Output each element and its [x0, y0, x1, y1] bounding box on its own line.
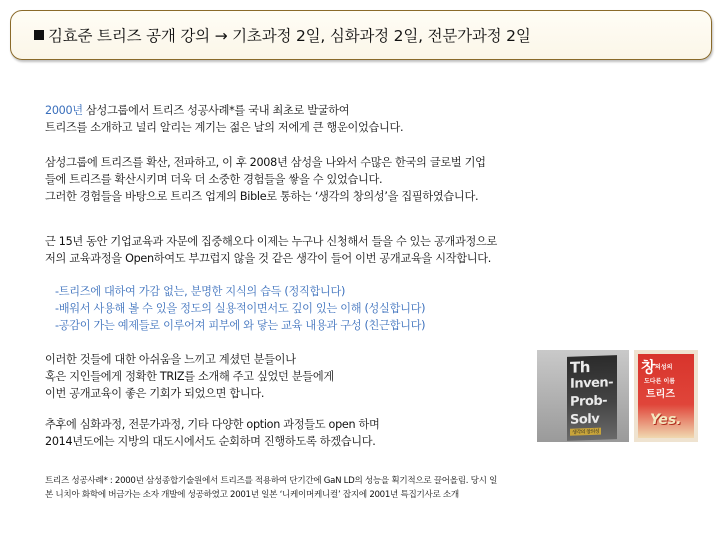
- title-box: [10, 10, 712, 60]
- book2-title-line-2: 도다른 이름: [644, 378, 676, 385]
- book2-title-line-1: 의성의: [655, 364, 673, 371]
- bullet-sincere: -배워서 사용해 볼 수 있을 정도의 실용적이면서도 깊이 있는 이해 (성실합니다): [55, 302, 426, 315]
- bullet-honest: -트리즈에 대하여 가감 없는, 분명한 지식의 습득 (정직합니다): [55, 285, 346, 298]
- book2-title-line-3: 트리즈: [646, 389, 675, 400]
- para3-line-1: 근 15년 동안 기업교육과 자문에 집중해오다 이제는 누구나 신청해서 들을 수 있는 공개과정으로: [45, 235, 497, 248]
- footnote-line-1: 트리즈 성공사례* : 2000년 삼성종합기술원에서 트리즈를 적용하여 단기간에 GaN LD의 성능을 획기적으로 끌어올림. 당시 일: [45, 476, 498, 486]
- book-photo-inventive: [537, 350, 629, 442]
- book-cover-line-1: Th: [570, 358, 590, 377]
- footnote-line-2: 본 니치아 화학에 버금가는 소자 개발에 성공하였고 2001년 일본 ‘니케이머케니컬’ 잡지에 2001년 특집기사로 소개: [45, 490, 459, 500]
- book-cover-line-3: Prob-: [570, 393, 608, 410]
- intro-line-2: 트리즈를 소개하고 널리 알리는 계기는 젊은 날의 저에게 큰 행운이었습니다.: [45, 121, 404, 134]
- para2-line-2: 들에 트리즈를 확산시키며 더욱 더 소중한 경험들을 쌓을 수 있었습니다.: [45, 173, 383, 186]
- intro-line-1: [45, 103, 349, 119]
- para5-line-1: 추후에 심화과정, 전문가과정, 기타 다양한 option 과정들도 open 하며: [45, 418, 380, 431]
- book-cover-line-2: Inven-: [570, 375, 614, 392]
- para3-line-2: 저의 교육과정을 Open하여도 부끄럽지 않을 것 같은 생각이 들어 이번 공개교육을 시작합니다.: [45, 252, 492, 265]
- book2-title-top: 창: [641, 358, 656, 376]
- book2-yes: Yes.: [650, 412, 682, 428]
- para2-line-1: 삼성그룹에 트리즈를 확산, 전파하고, 이 후 2008년 삼성을 나와서 수많은 한국의 글로벌 기업: [45, 156, 486, 169]
- para4-line-1: 이러한 것들에 대한 아쉬움을 느끼고 계셨던 분들이나: [45, 353, 296, 366]
- book-cover-red: [638, 354, 694, 438]
- para4-line-3: 이번 공개교육이 좋은 기회가 되었으면 합니다.: [45, 387, 265, 400]
- para2-line-3: 그러한 경험들을 바탕으로 트리즈 업계의 Bible로 통하는 ‘생각의 창의성’을 집필하였습니다.: [45, 190, 479, 203]
- square-bullet-icon: [34, 30, 44, 40]
- book-cover-strip: 생각의 창의성: [572, 428, 600, 436]
- book-cover-line-4: Solv: [570, 411, 600, 428]
- para4-line-2: 혹은 지인들에게 정확한 TRIZ를 소개해 주고 싶었던 분들에게: [45, 370, 334, 383]
- book-cover: [567, 355, 617, 441]
- book-photo-triz: [634, 350, 698, 442]
- intro-year: 2000년: [45, 104, 83, 117]
- slide-title: 김효준 트리즈 공개 강의 → 기초과정 2일, 심화과정 2일, 전문가과정 2일: [34, 24, 531, 46]
- bullet-friendly: -공감이 가는 예제들로 이루어져 피부에 와 닿는 교육 내용과 구성 (친근합니다): [55, 319, 426, 332]
- intro-line-1-text: 삼성그룹에서 트리즈 성공사례*를 국내 최초로 발굴하여: [82, 104, 350, 117]
- para5-line-2: 2014년도에는 지방의 대도시에서도 순회하며 진행하도록 하겠습니다.: [45, 435, 376, 448]
